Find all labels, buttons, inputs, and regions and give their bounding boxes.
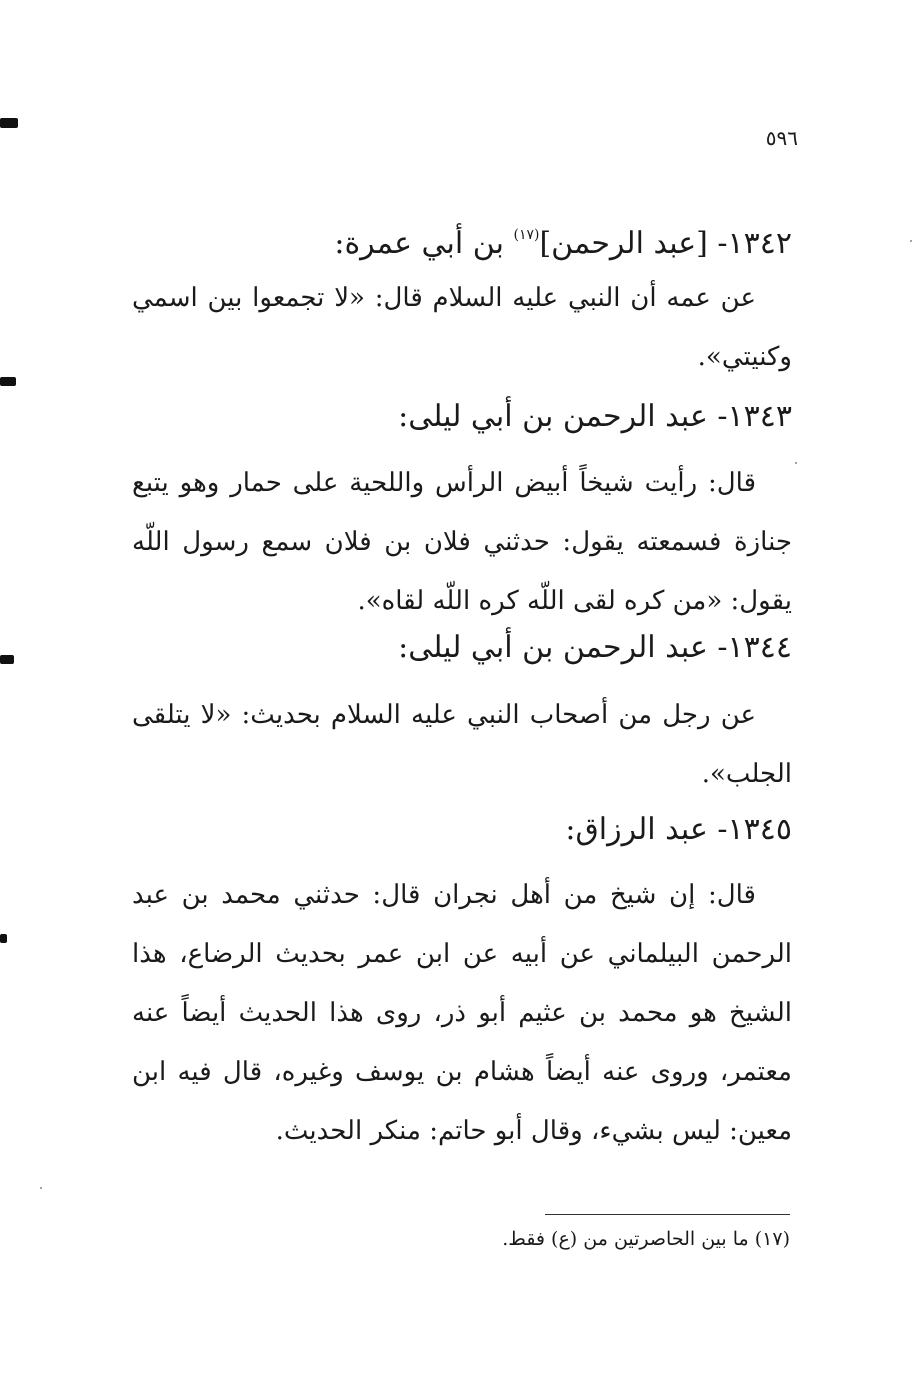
entry-number: ١٣٤٢-	[717, 226, 792, 261]
entry-title: عبد الرحمن بن أبي ليلى:	[398, 630, 708, 665]
entry-title-rest: بن أبي عمرة:	[334, 226, 504, 261]
footnote: (١٧) ما بين الحاصرتين من (ع) فقط.	[502, 1228, 790, 1250]
entry-heading	[132, 215, 792, 264]
entry-number: ١٣٤٥-	[717, 812, 792, 847]
entry-heading	[132, 628, 792, 668]
entry-text: عن عمه أن النبي عليه السلام قال: «لا تجمعوا بين اسمي وكنيتي».	[132, 283, 792, 372]
entry-body	[132, 686, 792, 804]
footnote-separator	[545, 1214, 790, 1215]
binding-mark	[0, 377, 16, 386]
entry-title: [عبد الرحمن]	[539, 226, 708, 261]
entry-text: قال: رأيت شيخاً أبيض الرأس واللحية على حمار وهو يتبع جنازة فسمعته يقول: حدثني فلان بن فلان سمع رسول اللّه يقول: «من كره لقى اللّه كره اللّه لقاه».	[132, 468, 792, 616]
binding-mark	[0, 655, 14, 664]
scan-speck	[40, 1187, 42, 1189]
entry-number: ١٣٤٤-	[717, 630, 792, 665]
entry-text: عن رجل من أصحاب النبي عليه السلام بحديث: «لا يتلقى الجلب».	[132, 700, 792, 789]
scan-speck	[910, 240, 912, 242]
entry-heading	[132, 810, 792, 850]
entry-title: عبد الرزاق:	[565, 812, 708, 847]
entry-text: قال: إن شيخ من أهل نجران قال: حدثني محمد بن عبد الرحمن البيلماني عن أبيه عن ابن عمر بحديث الرضاع، هذا الشيخ هو محمد بن عثيم أبو ذر، روى هذا الحديث أيضاً عنه معتمر، وروى عنه أيضاً هشام بن يوسف وغيره، قال فيه ابن معين: ليس بشيء، وقال أبو حاتم: منكر الحديث.	[132, 880, 792, 1146]
scan-speck	[795, 462, 797, 464]
page-number: ٥٩٦	[765, 126, 798, 150]
entry-body	[132, 866, 792, 1161]
entry-number: ١٣٤٣-	[717, 399, 792, 434]
entry-body	[132, 454, 792, 631]
entry-body	[132, 269, 792, 387]
binding-mark	[0, 934, 7, 943]
entry-title: عبد الرحمن بن أبي ليلى:	[398, 399, 708, 434]
entry-heading	[132, 397, 792, 437]
footnote-reference: (١٧)	[513, 227, 540, 243]
binding-mark	[0, 118, 18, 128]
